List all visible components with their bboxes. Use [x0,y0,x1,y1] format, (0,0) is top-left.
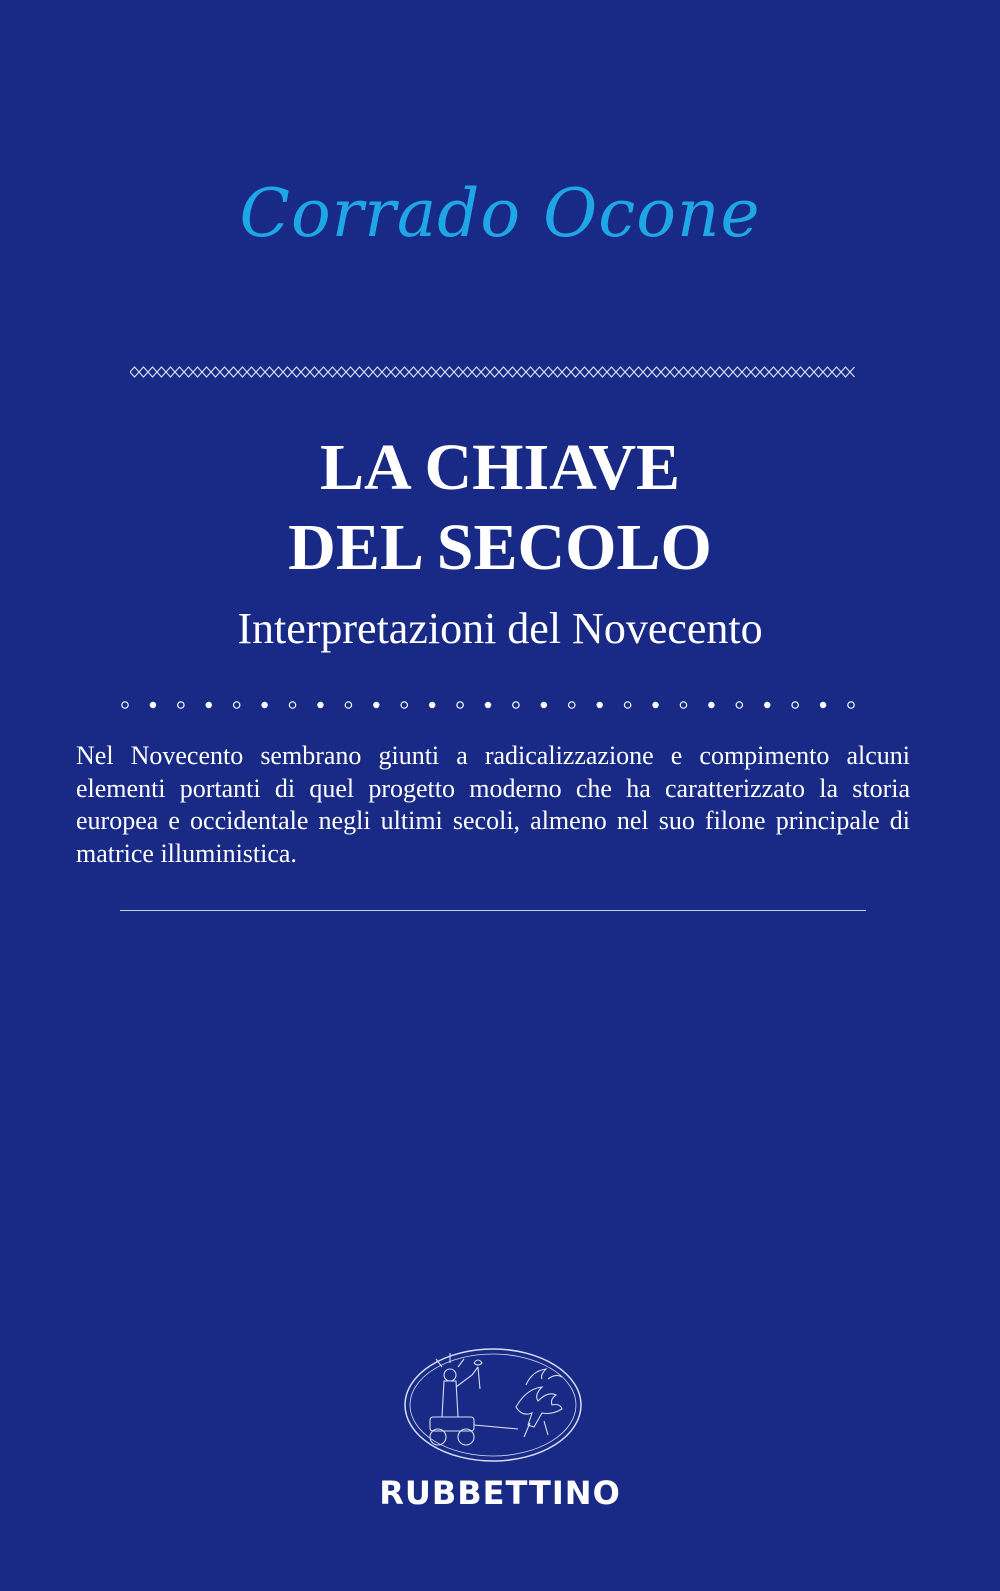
ornament-dot [345,702,351,708]
ornament-dot [485,702,491,708]
title-line-1: LA CHIAVE [319,431,681,504]
blurb-text: Nel Novecento sembrano giunti a radicalizzazione e compimento alcuni elementi portanti di quel progetto moderno che ha caratterizzato la storia europea e occidentale negli ultimi secoli, almeno nel suo filone principale di matrice illuministica. [76,741,910,868]
ornament-dot [736,702,742,708]
book-subtitle: Interpretazioni del Novecento [237,604,763,653]
ornament-dot [457,702,463,708]
ornament-dot [289,702,295,708]
title-line-2: DEL SECOLO [288,511,712,584]
author-name: Corrado Ocone [239,175,761,252]
ornament-dot [261,702,267,708]
ornament-dot [820,702,826,708]
ornament-dot [373,702,379,708]
ornament-dot [848,702,854,708]
ornament-dot [206,702,212,708]
ornament-dot [233,702,239,708]
ornament-dot [792,702,798,708]
ornament-dot [680,702,686,708]
ornament-dot [429,702,435,708]
ornament-dot [178,702,184,708]
divider-line [120,910,866,911]
dot-ornament [118,698,858,712]
ornament-dot [708,702,714,708]
zigzag-ornament [130,364,856,380]
ornament-dot [513,702,519,708]
ornament-dot [569,702,575,708]
publisher-name: RUBBETTINO [379,1474,621,1512]
ornament-dot [652,702,658,708]
ornament-dot [596,702,602,708]
ornament-dot [624,702,630,708]
publisher-logo-icon [398,1345,588,1465]
ornament-dot [541,702,547,708]
book-title [0,428,1000,588]
ornament-dot [764,702,770,708]
ornament-dot [150,702,156,708]
ornament-dot [122,702,128,708]
ornament-dot [317,702,323,708]
ornament-dot [401,702,407,708]
